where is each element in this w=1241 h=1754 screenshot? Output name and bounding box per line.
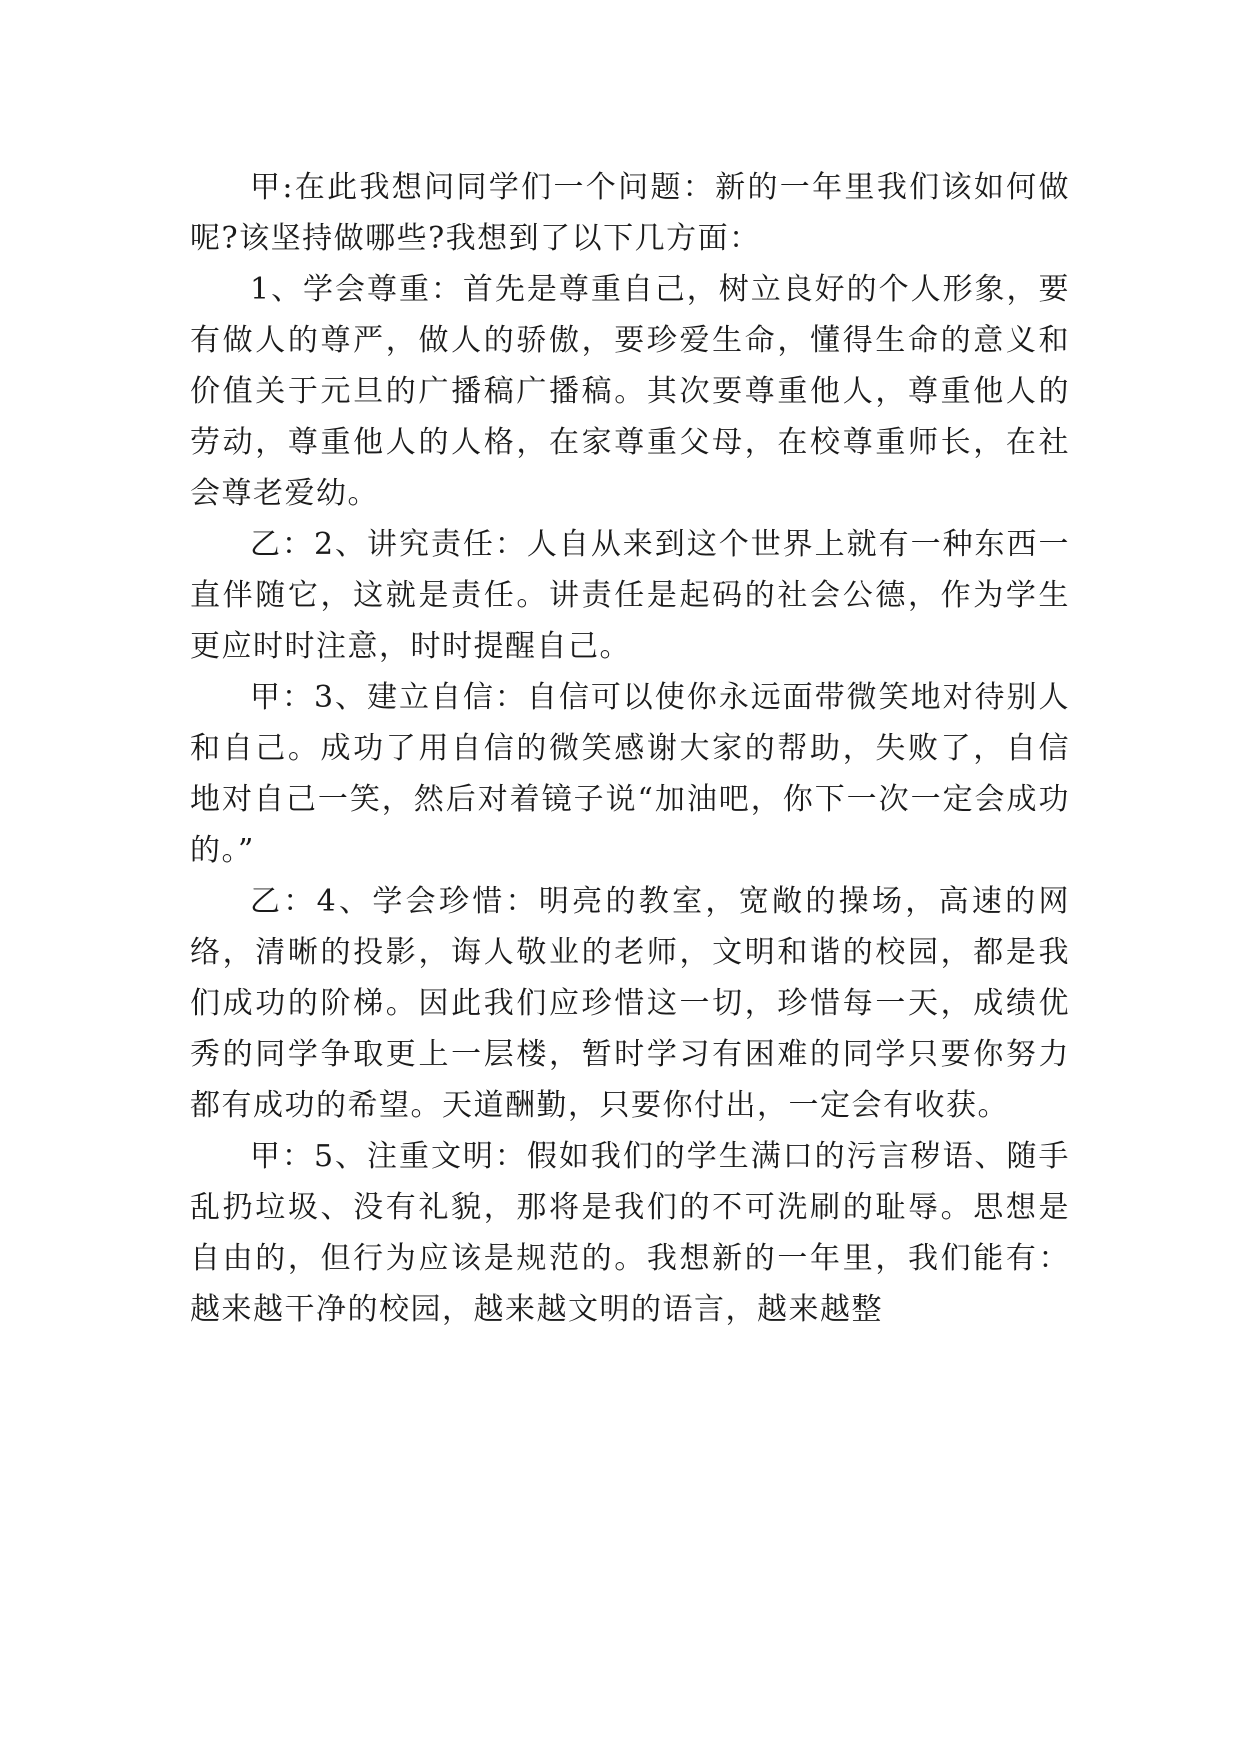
paragraph-confidence: 甲：3、建立自信：自信可以使你永远面带微笑地对待别人和自己。成功了用自信的微笑感谢大家的帮助，失败了，自信地对自己一笑，然后对着镜子说“加油吧，你下一次一定会成功的。” <box>190 680 1070 868</box>
paragraph-civility: 甲：5、注重文明：假如我们的学生满口的污言秽语、随手乱扔垃圾、没有礼貌，那将是我们的不可洗刷的耻辱。思想是自由的，但行为应该是规范的。我想新的一年里，我们能有：越来越干净的校园，越来越文明的语言，越来越整 <box>190 1139 1070 1327</box>
paragraph-cherish: 乙：4、学会珍惜：明亮的教室，宽敞的操场，高速的网络，清晰的投影，诲人敬业的老师，文明和谐的校园，都是我们成功的阶梯。因此我们应珍惜这一切，珍惜每一天，成绩优秀的同学争取更上一层楼，暂时学习有困难的同学只要你努力都有成功的希望。天道酬勤，只要你付出，一定会有收获。 <box>190 884 1070 1123</box>
paragraph-responsibility: 乙：2、讲究责任：人自从来到这个世界上就有一种东西一直伴随它，这就是责任。讲责任是起码的社会公德，作为学生更应时时注意，时时提醒自己。 <box>190 527 1070 664</box>
paragraph-question: 甲:在此我想问同学们一个问题：新的一年里我们该如何做呢?该坚持做哪些?我想到了以下几方面： <box>190 170 1070 256</box>
document-body <box>190 162 1070 1335</box>
paragraph-respect: 1、学会尊重：首先是尊重自己，树立良好的个人形象，要有做人的尊严，做人的骄傲，要珍爱生命，懂得生命的意义和价值关于元旦的广播稿广播稿。其次要尊重他人，尊重他人的劳动，尊重他人的人格，在家尊重父母，在校尊重师长，在社会尊老爱幼。 <box>190 272 1070 511</box>
